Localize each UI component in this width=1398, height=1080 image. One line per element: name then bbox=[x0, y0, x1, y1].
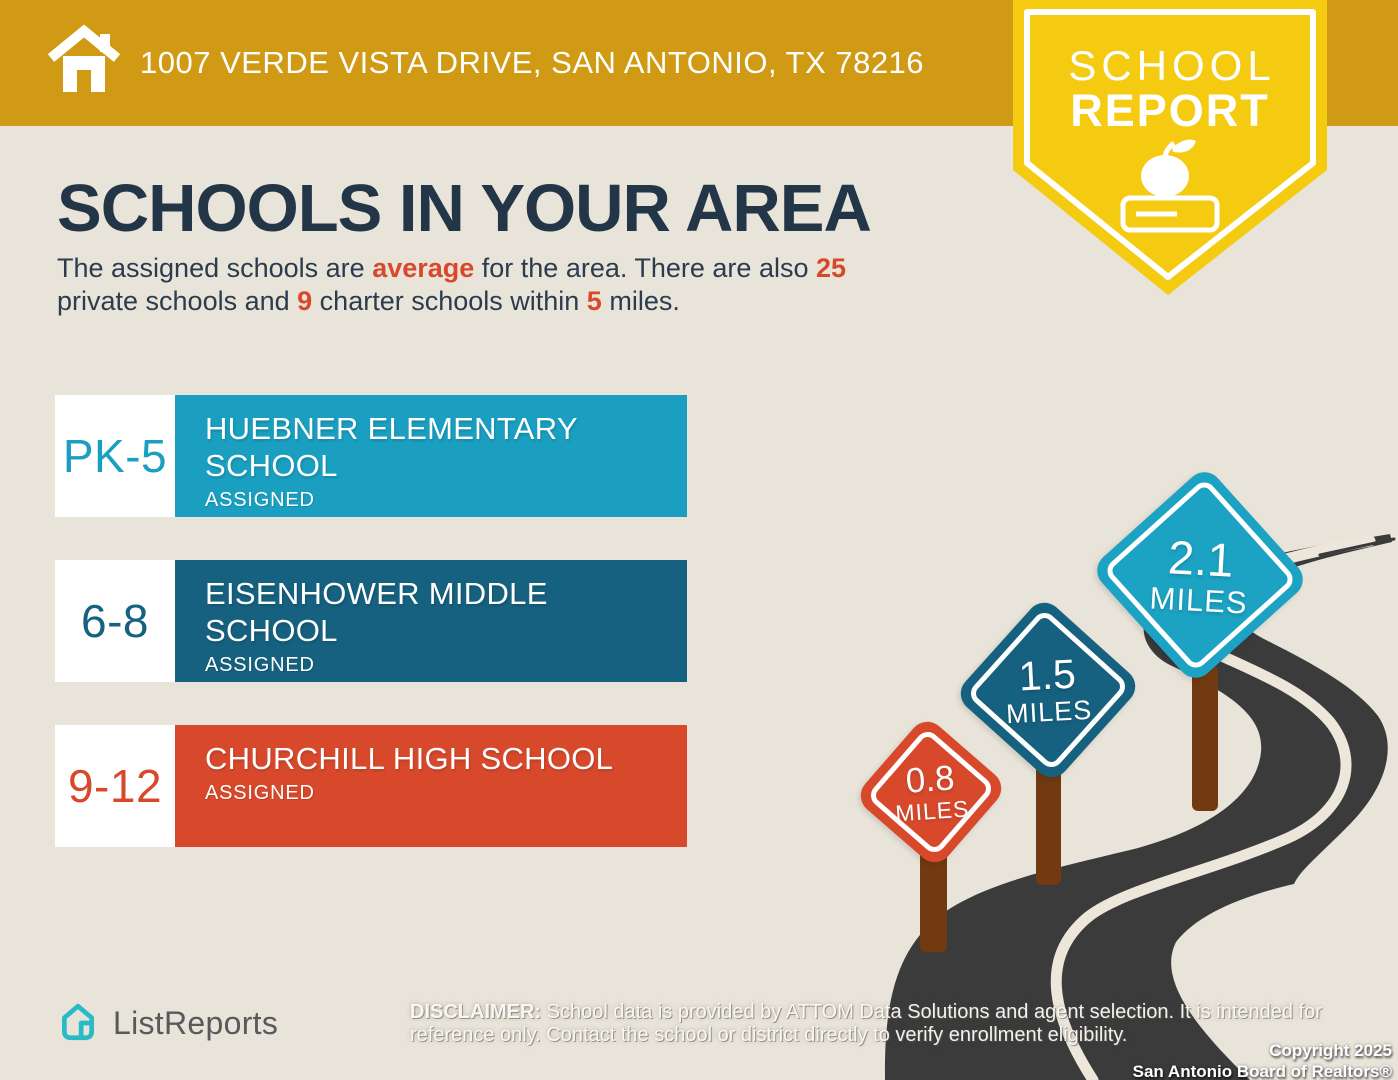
intro-charter-count: 9 bbox=[297, 285, 313, 316]
intro-part1: The assigned schools are bbox=[57, 253, 373, 283]
sign-label bbox=[1118, 493, 1282, 657]
school-name: EISENHOWER MIDDLE SCHOOL bbox=[205, 576, 548, 649]
grade-range: 6-8 bbox=[55, 560, 175, 682]
listreports-logo bbox=[57, 1002, 278, 1044]
school-name: CHURCHILL HIGH SCHOOL bbox=[205, 741, 614, 776]
sign-label bbox=[872, 733, 989, 850]
intro-radius: 5 bbox=[586, 285, 602, 316]
school-name: HUEBNER ELEMENTARY SCHOOL bbox=[205, 411, 578, 484]
intro-quality: average bbox=[372, 253, 475, 283]
grade-range: PK-5 bbox=[55, 395, 175, 517]
school-status: ASSIGNED bbox=[205, 489, 315, 512]
distance-value: 0.8 bbox=[904, 757, 956, 801]
page-title: SCHOOLS IN YOUR AREA bbox=[57, 171, 871, 246]
intro-part4: charter schools within bbox=[312, 285, 587, 316]
distance-value: 1.5 bbox=[1017, 650, 1077, 699]
intro-part3: private schools and bbox=[57, 285, 298, 316]
grade-range: 9-12 bbox=[55, 725, 175, 847]
copyright-notice bbox=[1133, 1040, 1392, 1080]
school-status: ASSIGNED bbox=[205, 782, 315, 805]
disclaimer-label: DISCLAIMER: bbox=[410, 1001, 542, 1023]
intro-private-count: 25 bbox=[815, 253, 847, 283]
distance-value: 2.1 bbox=[1166, 529, 1235, 587]
intro-part5: miles. bbox=[601, 285, 680, 316]
badge-line2: REPORT bbox=[1070, 85, 1270, 136]
copyright-line1: Copyright 2025 bbox=[1269, 1041, 1392, 1060]
distance-unit: MILES bbox=[894, 794, 971, 827]
distance-unit: MILES bbox=[1148, 579, 1249, 621]
badge-line1: SCHOOL bbox=[1068, 42, 1276, 89]
copyright-line2: San Antonio Board of Realtors® bbox=[1132, 1062, 1392, 1080]
brand-name: ListReports bbox=[113, 1004, 279, 1041]
property-address: 1007 VERDE VISTA DRIVE, SAN ANTONIO, TX 78216 bbox=[140, 45, 925, 80]
school-status: ASSIGNED bbox=[205, 654, 315, 677]
disclaimer-text: School data is provided by ATTOM Data Solutions and agent selection. It is intended for reference only. Contact the school or district directly to verify enrollment eligibility. bbox=[410, 1001, 1322, 1047]
signpost bbox=[1192, 665, 1218, 811]
sign-label bbox=[978, 620, 1119, 761]
listreports-house-icon bbox=[57, 1002, 99, 1044]
intro-part2: for the area. There are also bbox=[474, 253, 816, 283]
distance-unit: MILES bbox=[1005, 694, 1093, 729]
